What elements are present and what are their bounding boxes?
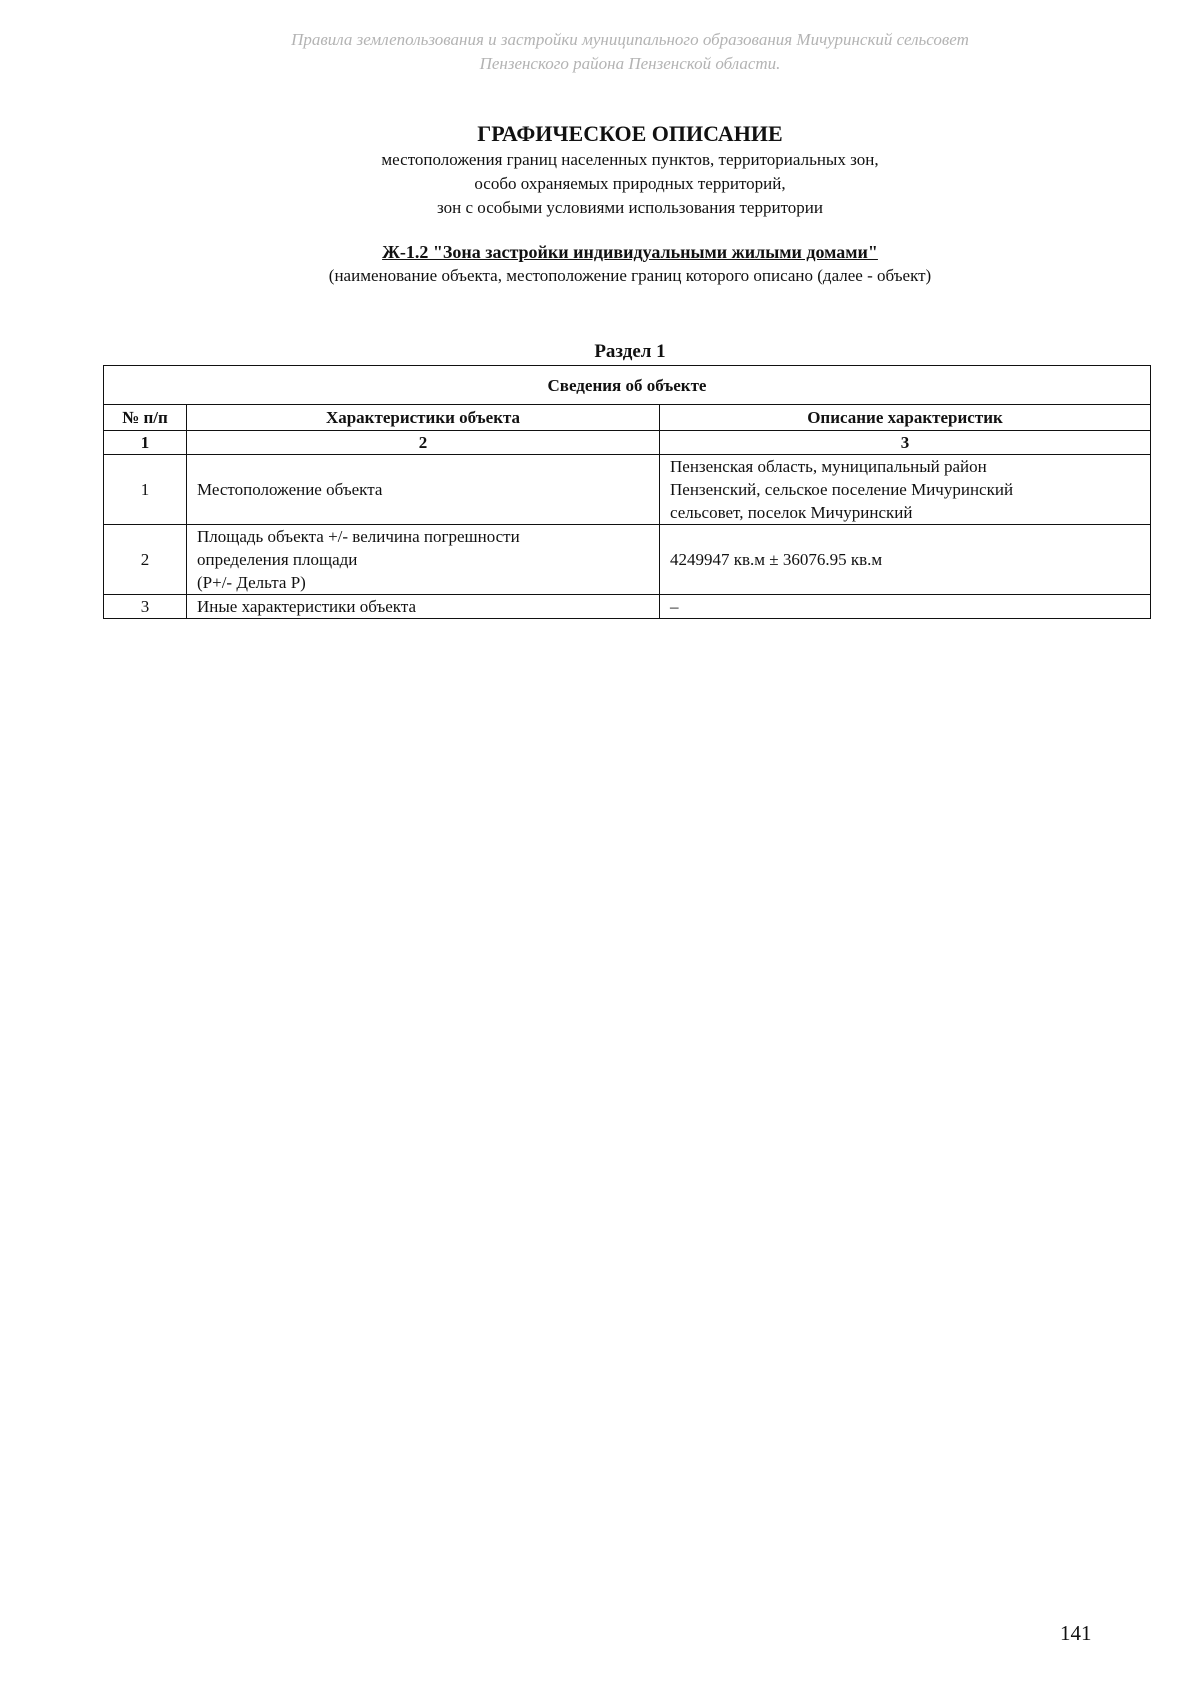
object-info-table	[103, 365, 1151, 619]
description-line: 4249947 кв.м ± 36076.95 кв.м	[670, 550, 883, 569]
description-line: сельсовет, поселок Мичуринский	[670, 503, 913, 522]
row-description	[660, 455, 1151, 525]
document-subtitle-line-3: зон с особыми условиями использования территории	[437, 198, 823, 217]
object-caption: (наименование объекта, местоположение границ которого описано (далее - объект)	[328, 266, 932, 285]
running-header	[0, 28, 1200, 76]
characteristic-line: Местоположение объекта	[197, 480, 383, 499]
row-number: 1	[104, 455, 187, 525]
row-description	[660, 525, 1151, 595]
header-description: Описание характеристик	[660, 405, 1151, 431]
characteristic-line: Иные характеристики объекта	[197, 597, 417, 616]
column-number-3: 3	[660, 431, 1151, 455]
table-row	[104, 525, 1151, 595]
row-characteristic	[187, 595, 660, 619]
column-number-1: 1	[104, 431, 187, 455]
row-number: 3	[104, 595, 187, 619]
running-header-line-2: Пензенского района Пензенской области.	[479, 54, 781, 73]
column-number-2: 2	[187, 431, 660, 455]
title-block	[0, 120, 1200, 220]
document-title: ГРАФИЧЕСКОЕ ОПИСАНИЕ	[477, 121, 783, 146]
row-description	[660, 595, 1151, 619]
description-line: –	[670, 597, 679, 616]
row-characteristic	[187, 525, 660, 595]
table-header-row	[104, 405, 1151, 431]
object-name: Ж-1.2 "Зона застройки индивидуальными жилыми домами"	[382, 242, 878, 262]
document-subtitle-line-1: местоположения границ населенных пунктов, территориальных зон,	[381, 150, 879, 169]
table-row	[104, 595, 1151, 619]
object-block	[0, 240, 1200, 288]
table-caption: Сведения об объекте	[104, 366, 1151, 405]
page-number: 141	[1060, 1621, 1092, 1645]
column-numbers-row	[104, 431, 1151, 455]
header-characteristic: Характеристики объекта	[187, 405, 660, 431]
section-title: Раздел 1	[594, 341, 666, 362]
document-subtitle-line-2: особо охраняемых природных территорий,	[474, 174, 786, 193]
row-characteristic	[187, 455, 660, 525]
characteristic-line: определения площади	[197, 550, 358, 569]
description-line: Пензенский, сельское поселение Мичуринский	[670, 480, 1014, 499]
table-caption-row	[104, 366, 1151, 405]
characteristic-line: Площадь объекта +/- величина погрешности	[197, 527, 520, 546]
description-line: Пензенская область, муниципальный район	[670, 457, 987, 476]
header-number: № п/п	[104, 405, 187, 431]
table-row	[104, 455, 1151, 525]
row-number: 2	[104, 525, 187, 595]
running-header-line-1: Правила землепользования и застройки муниципального образования Мичуринский сельсовет	[291, 30, 969, 49]
characteristic-line: (P+/- Дельта P)	[197, 573, 306, 592]
